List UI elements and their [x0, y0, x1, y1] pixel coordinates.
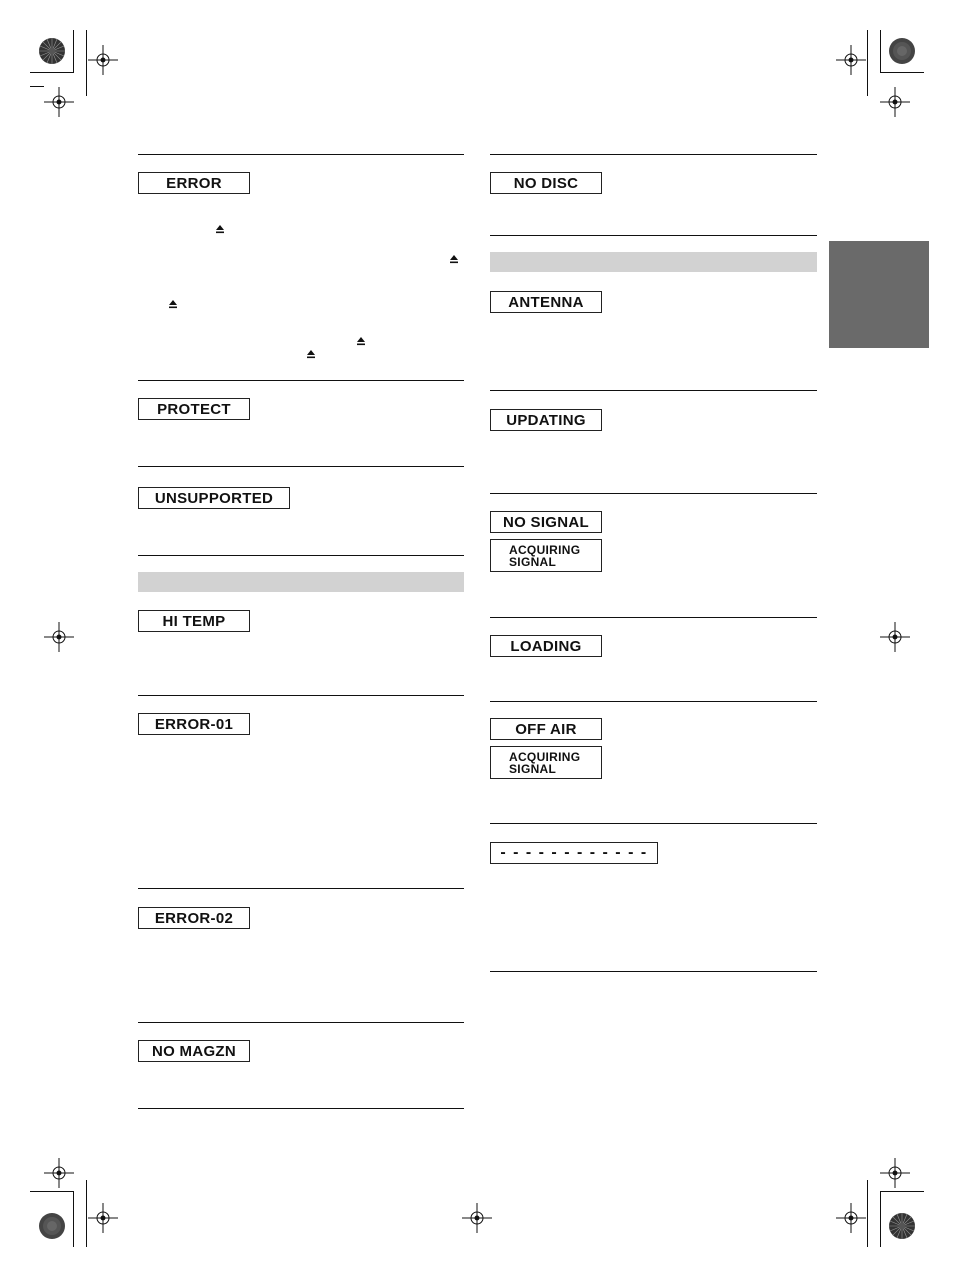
lcd-line: ACQUIRING: [509, 749, 581, 764]
section-rule: [138, 695, 464, 696]
section-rule: [138, 555, 464, 556]
registration-mark-icon: [44, 1158, 74, 1188]
section-rule: [490, 617, 817, 618]
crop-line: [30, 72, 74, 73]
section-rule: [138, 888, 464, 889]
crop-line: [73, 1191, 74, 1247]
lcd-line: SIGNAL: [509, 761, 557, 776]
eject-icon: [168, 299, 178, 309]
eject-icon: [449, 254, 459, 264]
section-rule: [490, 154, 817, 155]
registration-mark-icon: [880, 87, 910, 117]
crop-line: [86, 30, 87, 96]
lcd-loading: LOADING: [490, 635, 602, 657]
lcd-unsupported: UNSUPPORTED: [138, 487, 290, 509]
crop-line: [880, 1191, 881, 1247]
section-rule: [490, 390, 817, 391]
lcd-error-01: ERROR-01: [138, 713, 250, 735]
registration-mark-icon: [44, 622, 74, 652]
lcd-no-disc: NO DISC: [490, 172, 602, 194]
lcd-line: ACQUIRING: [509, 542, 581, 557]
lcd-error-02: ERROR-02: [138, 907, 250, 929]
crop-line: [880, 1191, 924, 1192]
crop-line: [867, 30, 868, 96]
registration-mark-icon: [880, 622, 910, 652]
section-rule: [138, 154, 464, 155]
lcd-protect: PROTECT: [138, 398, 250, 420]
registration-mark-icon: [836, 1203, 866, 1233]
lcd-dashes: - - - - - - - - - - - -: [490, 842, 658, 864]
lcd-antenna: ANTENNA: [490, 291, 602, 313]
eject-icon: [306, 349, 316, 359]
section-rule: [490, 701, 817, 702]
registration-mark-icon: [880, 1158, 910, 1188]
registration-mark-icon: [88, 45, 118, 75]
registration-mark-icon: [88, 1203, 118, 1233]
color-target-icon: [888, 37, 916, 65]
registration-mark-icon: [836, 45, 866, 75]
crop-line: [880, 30, 881, 73]
section-rule: [138, 380, 464, 381]
section-rule: [490, 493, 817, 494]
section-rule: [138, 1022, 464, 1023]
crop-line: [86, 1180, 87, 1247]
lcd-hi-temp: HI TEMP: [138, 610, 250, 632]
section-rule: [490, 971, 817, 972]
crop-line: [880, 72, 924, 73]
eject-icon: [356, 336, 366, 346]
color-target-icon: [38, 1212, 66, 1240]
lcd-line: SIGNAL: [509, 554, 557, 569]
crop-line: [73, 30, 74, 73]
color-target-icon: [38, 37, 66, 65]
section-rule: [138, 466, 464, 467]
section-rule: [490, 235, 817, 236]
side-index-tab: [829, 241, 929, 348]
lcd-acquiring-signal: [490, 746, 602, 779]
section-rule: [490, 823, 817, 824]
registration-mark-icon: [462, 1203, 492, 1233]
section-rule: [138, 1108, 464, 1109]
crop-line: [867, 1180, 868, 1247]
lcd-off-air: OFF AIR: [490, 718, 602, 740]
registration-mark-icon: [44, 87, 74, 117]
lcd-error: ERROR: [138, 172, 250, 194]
section-heading-bar: [138, 572, 464, 592]
lcd-acquiring-signal: [490, 539, 602, 572]
eject-icon: [215, 224, 225, 234]
crop-line: [30, 86, 44, 87]
lcd-no-magzn: NO MAGZN: [138, 1040, 250, 1062]
section-heading-bar: [490, 252, 817, 272]
crop-line: [30, 1191, 74, 1192]
lcd-updating: UPDATING: [490, 409, 602, 431]
color-target-icon: [888, 1212, 916, 1240]
lcd-no-signal: NO SIGNAL: [490, 511, 602, 533]
